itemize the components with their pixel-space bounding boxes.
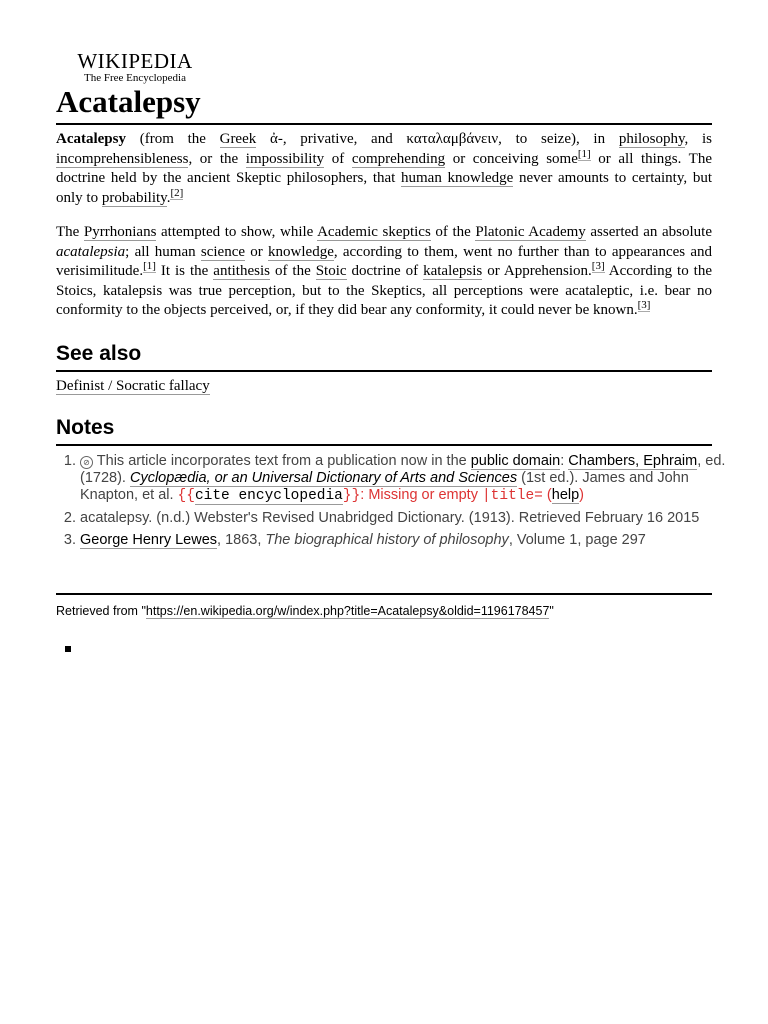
public-domain-icon: ⊘ [80,456,93,469]
notes-list [56,453,736,554]
note-item-1 [80,453,736,505]
see-also-list [56,376,210,396]
italic-work-title: The biographical history of philosophy [265,532,509,548]
link-permanent-url[interactable]: https://en.wikipedia.org/w/index.php?title=Acatalepsy&oldid=1196178457 [145,604,550,618]
text: : [560,453,569,469]
link-knowledge[interactable]: knowledge [268,243,334,260]
logo-tagline: The Free Encyclopedia [83,72,186,84]
logo-wordmark: WIKIPEDIA [77,49,193,73]
error-brace-open: {{ [177,488,195,504]
link-cyclopaedia[interactable]: Cyclopædia, or an Universal Dictionary of Arts and Sciences [129,470,518,486]
text: or [245,243,269,260]
retrieved-from [56,603,554,619]
text: (1st ed.). James and John Knapton, et al. [80,470,689,503]
link-probability[interactable]: probability [101,189,167,206]
text: , ed. (1728). [80,453,726,486]
text: . [166,189,171,206]
page-title: Acatalepsy [56,84,712,125]
text: , 1863, [217,532,266,548]
text: attempted to show, while [156,224,318,240]
text: , or the [188,150,246,167]
text: or conceiving some [445,150,578,167]
link-platonic-academy[interactable]: Platonic Academy [475,224,586,240]
error-paren-open: ( [542,487,552,503]
text: never amounts to certainty, but only to [56,170,712,206]
text: of the [430,224,476,240]
link-chambers-ephraim[interactable]: Chambers, Ephraim [568,453,698,469]
error-brace-close: }} [342,488,361,504]
retrieved-prefix: Retrieved from " [56,604,146,618]
link-greek[interactable]: Greek [219,131,257,147]
text: or all things. The doctrine held by the ancient Skeptic philosophers, that [56,150,713,187]
text: of the [269,263,316,280]
link-help[interactable]: help [551,487,580,503]
text: This article incorporates text from a publication now in the [93,453,471,469]
list-bullet [65,646,71,652]
link-comprehending[interactable]: comprehending [351,150,446,167]
text: or Apprehension. [482,263,592,280]
link-definist-fallacy[interactable]: Definist / Socratic fallacy [56,378,210,394]
see-also-heading: See also [56,341,712,372]
text: ἀ-, privative, and καταλαμβάνειν, to seize), in [256,131,619,147]
citation-ref-1[interactable]: [1] [577,147,591,160]
text: asserted an absolute [585,224,712,240]
link-human-knowledge[interactable]: human knowledge [401,170,514,187]
citation-ref-3b[interactable]: [3] [637,299,651,312]
retrieved-suffix: " [549,604,554,618]
citation-ref-3[interactable]: [3] [591,260,605,273]
link-katalepsis[interactable]: katalepsis [423,263,483,280]
error-paren-close: ) [579,487,585,503]
text: of [324,150,352,167]
link-incomprehensibleness[interactable]: incomprehensibleness [56,150,189,167]
text: , is [684,131,712,147]
body-paragraph [56,223,712,321]
text: The [56,224,84,240]
link-stoic[interactable]: Stoic [315,263,347,280]
citation-ref-2[interactable]: [2] [170,186,184,199]
text: doctrine of [346,263,424,280]
link-science[interactable]: science [200,243,246,260]
link-impossibility[interactable]: impossibility [245,150,325,167]
note-item-3 [80,532,736,549]
text: , according to them, went no further than to appearances and verisimilitude. [56,243,713,280]
link-antithesis[interactable]: antithesis [213,263,270,280]
text: It is the [155,263,214,280]
text: , Volume 1, page 297 [508,532,646,548]
text: (from the [126,131,220,147]
error-param: |title= [481,488,543,504]
intro-paragraph [56,130,712,208]
italic-acatalepsia: acatalepsia [56,243,126,260]
link-pyrrhonians[interactable]: Pyrrhonians [83,224,157,240]
text: According to the Stoics, katalepsis was true perception, but to the Skeptics, all perceptions were acataleptic, i.e. bear no conformity to the objects perceived, or, if they did bear any conformity, it could never be known. [56,263,712,319]
error-message: : Missing or empty [360,487,482,503]
link-public-domain[interactable]: public domain [470,453,561,469]
footer-divider [56,593,712,595]
citation-ref-1b[interactable]: [1] [143,260,156,273]
link-philosophy[interactable]: philosophy [618,131,685,147]
link-cite-encyclopedia[interactable]: cite encyclopedia [194,488,343,504]
notes-heading: Notes [56,415,712,446]
link-george-henry-lewes[interactable]: George Henry Lewes [80,532,218,548]
note-item-2: 2. acatalepsy. (n.d.) Webster's Revised Unabridged Dictionary. (1913). Retrieved February 16 2015 [80,510,736,527]
wikipedia-logo[interactable] [76,50,194,84]
term-bold: Acatalepsy [56,131,126,147]
link-academic-skeptics[interactable]: Academic skeptics [317,224,431,240]
text: ; all human [125,243,201,260]
